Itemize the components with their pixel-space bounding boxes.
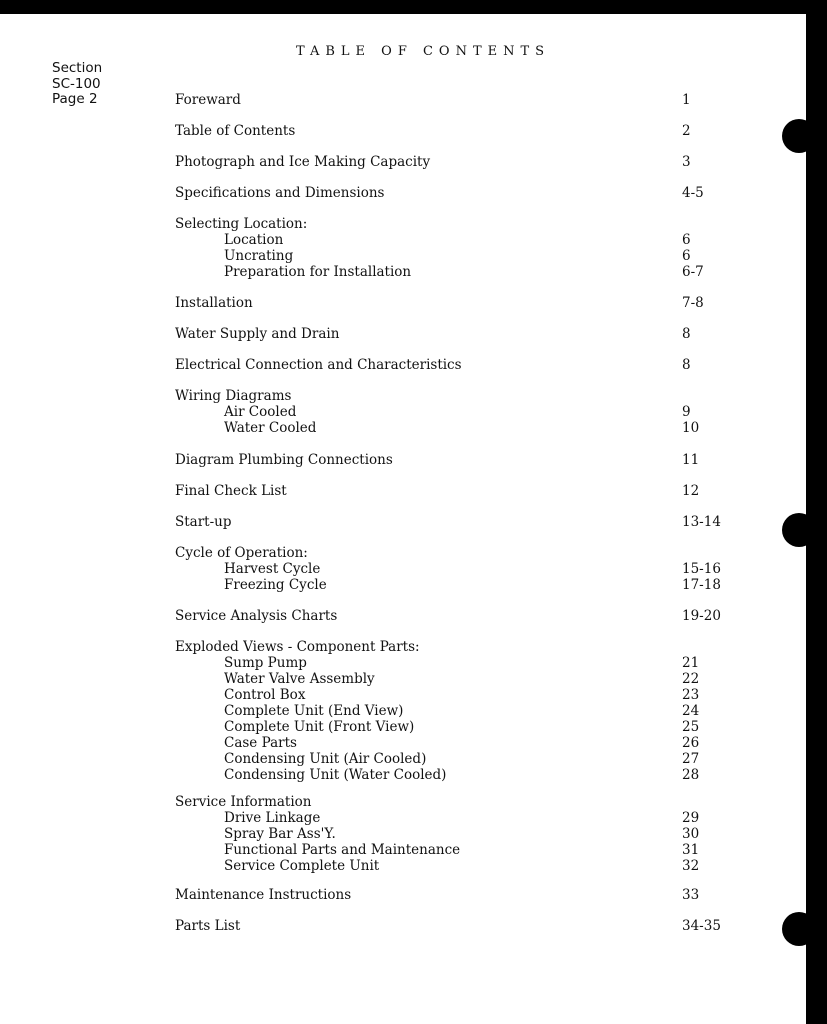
toc-entry-title: Water Supply and Drain: [175, 326, 340, 342]
toc-subentry: [0, 703, 806, 719]
toc-entry-title: Drive Linkage: [224, 810, 321, 826]
toc-heading: [0, 216, 806, 232]
toc-subentry: [0, 858, 806, 874]
toc-entry: [0, 92, 806, 108]
toc-entry-title: Location: [224, 232, 284, 248]
toc-entry: [0, 154, 806, 170]
toc-entry-page: 8: [682, 326, 691, 342]
toc-entry: [0, 295, 806, 311]
toc-subentry: [0, 826, 806, 842]
toc-entry-page: 24: [682, 703, 700, 719]
toc-entry-page: 11: [682, 452, 700, 468]
toc-subentry: [0, 719, 806, 735]
toc-entry-page: 15-16: [682, 561, 721, 577]
toc-subentry: [0, 671, 806, 687]
toc-subentry: [0, 264, 806, 280]
toc-entry-page: 6: [682, 232, 691, 248]
toc-heading: [0, 326, 806, 342]
toc-entry: [0, 388, 806, 436]
toc-entry-title: Harvest Cycle: [224, 561, 321, 577]
toc-entry: [0, 608, 806, 624]
toc-entry-title: Table of Contents: [175, 123, 296, 139]
toc-subentry: [0, 810, 806, 826]
toc-heading: [0, 483, 806, 499]
toc-entry-title: Water Cooled: [224, 420, 317, 436]
toc-heading: [0, 514, 806, 530]
toc-entry-page: 21: [682, 655, 700, 671]
toc-entry-title: Condensing Unit (Water Cooled): [224, 767, 447, 783]
toc-entry-title: Cycle of Operation:: [175, 545, 308, 561]
toc-entry: [0, 216, 806, 280]
toc-entry-page: 10: [682, 420, 700, 436]
toc-subentry: [0, 577, 806, 593]
toc-subentry: [0, 232, 806, 248]
toc-entry-page: 13-14: [682, 514, 721, 530]
document-page: [0, 14, 806, 1024]
toc-entry-page: 12: [682, 483, 700, 499]
page-title: TABLE OF CONTENTS: [296, 44, 551, 59]
toc-heading: [0, 918, 806, 934]
toc-entry-title: Maintenance Instructions: [175, 887, 352, 903]
toc-entry-page: 6-7: [682, 264, 704, 280]
toc-entry-title: Diagram Plumbing Connections: [175, 452, 393, 468]
toc-entry-page: 19-20: [682, 608, 721, 624]
toc-entry-title: Start-up: [175, 514, 232, 530]
toc-entry: [0, 123, 806, 139]
toc-entry-title: Photograph and Ice Making Capacity: [175, 154, 431, 170]
binder-hole: [782, 513, 816, 547]
toc-entry-title: Complete Unit (Front View): [224, 719, 415, 735]
toc-entry-title: Service Complete Unit: [224, 858, 380, 874]
toc-entry-title: Complete Unit (End View): [224, 703, 404, 719]
toc-heading: [0, 545, 806, 561]
toc-entry: [0, 918, 806, 934]
toc-entry-page: 28: [682, 767, 700, 783]
toc-heading: [0, 887, 806, 903]
toc-entry-page: 34-35: [682, 918, 721, 934]
toc-entry-page: 1: [682, 92, 691, 108]
toc-entry-title: Preparation for Installation: [224, 264, 412, 280]
toc-heading: [0, 154, 806, 170]
toc-subentry: [0, 404, 806, 420]
toc-heading: [0, 295, 806, 311]
toc-heading: [0, 388, 806, 404]
toc-entry: [0, 514, 806, 530]
toc-entry: [0, 483, 806, 499]
toc-subentry: [0, 842, 806, 858]
toc-entry-title: Selecting Location:: [175, 216, 308, 232]
toc-entry: [0, 545, 806, 593]
toc-entry-page: 17-18: [682, 577, 721, 593]
toc-entry-title: Case Parts: [224, 735, 297, 751]
toc-entry-page: 8: [682, 357, 691, 373]
binder-hole: [782, 119, 816, 153]
toc-heading: [0, 639, 806, 655]
toc-subentry: [0, 248, 806, 264]
toc-entry: [0, 887, 806, 903]
toc-entry-title: Wiring Diagrams: [175, 388, 292, 404]
toc-entry-title: Freezing Cycle: [224, 577, 327, 593]
toc-entry-title: Parts List: [175, 918, 241, 934]
toc-entry-page: 22: [682, 671, 700, 687]
toc-subentry: [0, 420, 806, 436]
toc-entry-page: 2: [682, 123, 691, 139]
toc-entry-title: Installation: [175, 295, 253, 311]
toc-entry-page: 29: [682, 810, 700, 826]
toc-entry-page: 25: [682, 719, 700, 735]
toc-entry-page: 4-5: [682, 185, 704, 201]
toc-heading: [0, 185, 806, 201]
toc-entry-title: Electrical Connection and Characteristics: [175, 357, 462, 373]
toc-entry: [0, 357, 806, 373]
toc-entry-title: Service Analysis Charts: [175, 608, 338, 624]
toc-entry-page: 30: [682, 826, 700, 842]
toc-entry-title: Foreward: [175, 92, 241, 108]
toc-entry-title: Water Valve Assembly: [224, 671, 375, 687]
toc-subentry: [0, 561, 806, 577]
toc-entry-title: Specifications and Dimensions: [175, 185, 385, 201]
toc-subentry: [0, 687, 806, 703]
toc-entry-page: 7-8: [682, 295, 704, 311]
toc-entry-title: Service Information: [175, 794, 312, 810]
toc-entry-title: Sump Pump: [224, 655, 307, 671]
toc-entry: [0, 185, 806, 201]
toc-subentry: [0, 767, 806, 783]
toc-heading: [0, 123, 806, 139]
toc-entry-title: Final Check List: [175, 483, 287, 499]
binder-hole: [782, 912, 816, 946]
page-number-label: Page 2: [52, 91, 98, 107]
toc-entry-page: 26: [682, 735, 700, 751]
toc-heading: [0, 357, 806, 373]
toc-subentry: [0, 655, 806, 671]
toc-heading: [0, 608, 806, 624]
toc-heading: [0, 452, 806, 468]
toc-entry-title: Condensing Unit (Air Cooled): [224, 751, 427, 767]
toc-entry-page: 23: [682, 687, 700, 703]
toc-entry-page: 9: [682, 404, 691, 420]
toc-entry: [0, 452, 806, 468]
section-label-line: Section: [52, 60, 103, 76]
toc-subentry: [0, 735, 806, 751]
toc-entry-title: Exploded Views - Component Parts:: [175, 639, 420, 655]
toc-heading: [0, 794, 806, 810]
toc-entry-title: Uncrating: [224, 248, 294, 264]
toc-entry-title: Spray Bar Ass'Y.: [224, 826, 336, 842]
toc-entry-page: 31: [682, 842, 700, 858]
toc-entry-title: Functional Parts and Maintenance: [224, 842, 461, 858]
toc-entry: [0, 639, 806, 783]
toc-entry-page: 32: [682, 858, 700, 874]
section-code: SC-100: [52, 75, 101, 92]
toc-subentry: [0, 751, 806, 767]
toc-entry: [0, 794, 806, 874]
toc-entry: [0, 326, 806, 342]
toc-entry-page: 27: [682, 751, 700, 767]
toc-entry-page: 6: [682, 248, 691, 264]
toc-entry-title: Control Box: [224, 687, 306, 703]
toc-entry-page: 3: [682, 154, 691, 170]
toc-entry-page: 33: [682, 887, 700, 903]
toc-entry-title: Air Cooled: [224, 404, 297, 420]
toc-heading: [0, 92, 806, 108]
